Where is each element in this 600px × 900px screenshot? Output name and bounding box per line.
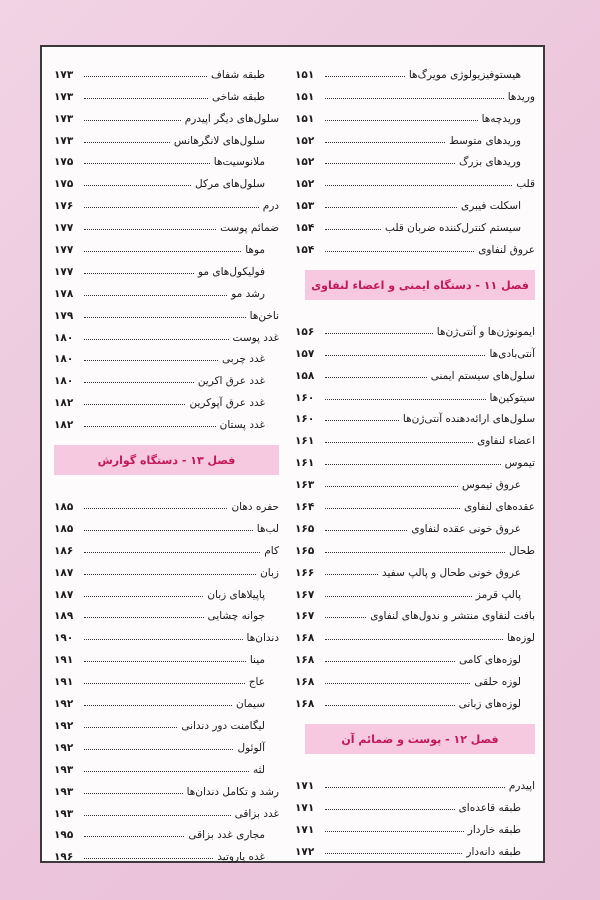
dot-leader xyxy=(84,727,177,728)
left-column xyxy=(54,59,279,863)
toc-entry xyxy=(54,234,279,256)
dot-leader xyxy=(84,317,246,318)
dot-leader xyxy=(325,442,473,443)
toc-entry-page: ۱۶۷ xyxy=(295,588,315,601)
dot-leader xyxy=(325,574,378,575)
toc-entry-title: پاپیلاهای زبان xyxy=(207,588,265,601)
toc-entry-page: ۱۶۵ xyxy=(295,522,315,535)
toc-entry-title: طبقه دانه‌دار xyxy=(466,845,521,858)
right-column xyxy=(295,59,535,858)
dot-leader xyxy=(325,705,455,706)
dot-leader xyxy=(84,426,216,427)
toc-entry-page: ۱۵۱ xyxy=(295,90,315,103)
toc-entry-page: ۱۹۳ xyxy=(54,763,74,776)
toc-entry-title: وریدهای متوسط xyxy=(449,134,521,147)
dot-leader xyxy=(325,639,503,640)
toc-entry xyxy=(295,557,535,579)
toc-entry xyxy=(54,256,279,278)
toc-entry-page: ۱۶۸ xyxy=(295,676,315,689)
dot-leader xyxy=(84,142,170,143)
toc-entry xyxy=(295,688,535,710)
toc-entry-page: ۱۷۱ xyxy=(295,801,315,814)
toc-entry-title: ضمائم پوست xyxy=(220,222,279,235)
toc-entry-page: ۱۸۲ xyxy=(54,397,74,410)
toc-entry-title: عروق لنفاوی xyxy=(478,244,535,257)
toc-entry xyxy=(54,365,279,387)
toc-entry-page: ۱۷۳ xyxy=(54,68,74,81)
toc-entry-title: مجاری غدد بزاقی xyxy=(188,829,265,842)
toc-entry xyxy=(54,81,279,103)
toc-entry-page: ۱۶۰ xyxy=(295,391,315,404)
dot-leader xyxy=(84,185,191,186)
toc-entry-title: غدد عرق اکرین xyxy=(197,375,265,388)
dot-leader xyxy=(325,486,458,487)
toc-entry-page: ۱۹۲ xyxy=(54,741,74,754)
toc-entry-page: ۱۵۳ xyxy=(295,200,315,213)
toc-entry-title: حفره دهان xyxy=(231,501,279,514)
toc-entry xyxy=(295,338,535,360)
dot-leader xyxy=(84,229,216,230)
toc-entry-page: ۱۶۸ xyxy=(295,654,315,667)
toc-entry-page: ۱۷۲ xyxy=(295,845,315,858)
toc-entry-title: وریدچه‌ها xyxy=(481,112,521,125)
toc-entry-title: وریدهای بزرگ xyxy=(458,156,521,169)
dot-leader xyxy=(84,251,241,252)
toc-entry xyxy=(295,168,535,190)
toc-entry-title: لثه xyxy=(253,763,265,776)
toc-entry-page: ۱۸۹ xyxy=(54,610,74,623)
toc-entry-title: لب‌ها xyxy=(256,522,279,535)
toc-entry-page: ۱۸۰ xyxy=(54,331,74,344)
toc-entry-page: ۱۹۱ xyxy=(54,676,74,689)
toc-entry xyxy=(54,300,279,322)
dot-leader xyxy=(325,120,478,121)
toc-entry-page: ۱۸۷ xyxy=(54,566,74,579)
toc-entry-title: پالپ قرمز xyxy=(475,588,521,601)
toc-entry-page: ۱۸۵ xyxy=(54,501,74,514)
toc-entry xyxy=(54,387,279,409)
dot-leader xyxy=(84,552,260,553)
toc-entry-title: آنتی‌بادی‌ها xyxy=(489,347,535,360)
dot-leader xyxy=(84,98,208,99)
toc-entry xyxy=(295,447,535,469)
dot-leader xyxy=(325,853,462,854)
toc-entry-page: ۱۷۷ xyxy=(54,222,74,235)
dot-leader xyxy=(325,464,501,465)
dot-leader xyxy=(325,787,505,788)
toc-entry xyxy=(54,841,279,863)
toc-entry xyxy=(54,666,279,688)
toc-entry-page: ۱۹۱ xyxy=(54,654,74,667)
dot-leader xyxy=(84,574,256,575)
toc-entry xyxy=(54,344,279,366)
toc-entry-title: هیستوفیزیولوژی مویرگ‌ها xyxy=(408,68,521,81)
toc-entry xyxy=(295,316,535,338)
dot-leader xyxy=(84,120,181,121)
toc-entry-title: عاج xyxy=(248,676,265,689)
toc-entry xyxy=(54,513,279,535)
toc-entry-page: ۱۵۴ xyxy=(295,222,315,235)
toc-entry-title: لوزه‌ها xyxy=(507,632,535,645)
toc-entry-page: ۱۷۱ xyxy=(295,823,315,836)
dot-leader xyxy=(84,207,259,208)
toc-entry-title: جوانه چشایی xyxy=(207,610,265,623)
toc-entry xyxy=(295,59,535,81)
toc-entry-title: طبقه قاعده‌ای xyxy=(458,801,521,814)
toc-entry xyxy=(295,579,535,601)
toc-entry-title: آلوئول xyxy=(237,741,265,754)
toc-entry xyxy=(295,147,535,169)
toc-entry-title: قلب xyxy=(516,178,535,191)
dot-leader xyxy=(84,858,213,859)
toc-entry-title: ملانوسیت‌ها xyxy=(213,156,265,169)
dot-leader xyxy=(325,530,407,531)
toc-entry-page: ۱۷۳ xyxy=(54,112,74,125)
dot-leader xyxy=(84,793,183,794)
toc-entry-page: ۱۹۲ xyxy=(54,698,74,711)
dot-leader xyxy=(84,273,194,274)
toc-entry xyxy=(54,59,279,81)
toc-entry xyxy=(295,212,535,234)
toc-entry-page: ۱۸۷ xyxy=(54,588,74,601)
dot-leader xyxy=(84,749,233,750)
dot-leader xyxy=(325,142,445,143)
toc-entry-page: ۱۷۳ xyxy=(54,134,74,147)
toc-entry xyxy=(295,81,535,103)
toc-entry-title: طبقه شاخی xyxy=(211,90,265,103)
dot-leader xyxy=(325,207,457,208)
toc-entry-page: ۱۹۵ xyxy=(54,829,74,842)
toc-entry-title: رشد و تکامل دندان‌ها xyxy=(186,785,279,798)
toc-entry xyxy=(54,688,279,710)
toc-entry-page: ۱۸۲ xyxy=(54,419,74,432)
dot-leader xyxy=(84,836,184,837)
chapter-12-heading: فصل ۱۲ - پوست و ضمائم آن xyxy=(305,724,535,754)
dot-leader xyxy=(325,76,405,77)
toc-entry xyxy=(295,622,535,644)
toc-entry-title: سلول‌های دیگر اپیدرم xyxy=(184,112,279,125)
toc-entry xyxy=(54,754,279,776)
toc-entry-title: سیتوکین‌ها xyxy=(489,391,535,404)
toc-entry-page: ۱۸۰ xyxy=(54,353,74,366)
dot-leader xyxy=(325,251,474,252)
toc-entry xyxy=(295,190,535,212)
dot-leader xyxy=(84,508,227,509)
toc-entry-page: ۱۷۶ xyxy=(54,200,74,213)
toc-entry-title: وریدها xyxy=(507,90,535,103)
toc-entry-page: ۱۶۰ xyxy=(295,413,315,426)
toc-entry-title: سیمان xyxy=(236,698,265,711)
dot-leader xyxy=(84,815,231,816)
toc-entry-title: سلول‌های مرکل xyxy=(195,178,265,191)
toc-entry-page: ۱۸۶ xyxy=(54,544,74,557)
toc-entry-title: عروق خونی طحال و پالپ سفید xyxy=(381,566,521,579)
toc-entry-page: ۱۵۲ xyxy=(295,156,315,169)
toc-entry xyxy=(295,601,535,623)
toc-entry xyxy=(54,732,279,754)
toc-entry-title: اپیدرم xyxy=(508,779,535,792)
toc-entry-title: لوزه‌های کامی xyxy=(458,654,521,667)
toc-entry-title: بافت لنفاوی منتشر و ندول‌های لنفاوی xyxy=(370,610,535,623)
dot-leader xyxy=(84,163,210,164)
toc-entry xyxy=(295,469,535,491)
toc-entry-page: ۱۷۳ xyxy=(54,90,74,103)
toc-entry-page: ۱۷۵ xyxy=(54,156,74,169)
dot-leader xyxy=(325,355,485,356)
toc-entry-title: سلول‌های سیستم ایمنی xyxy=(430,369,535,382)
dot-leader xyxy=(325,98,504,99)
toc-entry xyxy=(295,491,535,513)
dot-leader xyxy=(84,771,249,772)
toc-entry-page: ۱۷۹ xyxy=(54,309,74,322)
toc-entry-page: ۱۷۵ xyxy=(54,178,74,191)
toc-entry-page: ۱۹۰ xyxy=(54,632,74,645)
toc-entry xyxy=(295,382,535,404)
dot-leader xyxy=(84,76,207,77)
toc-entry xyxy=(54,491,279,513)
toc-entry xyxy=(295,836,535,858)
toc-entry-page: ۱۷۱ xyxy=(295,779,315,792)
dot-leader xyxy=(84,705,232,706)
toc-entry-title: رشد مو xyxy=(231,287,265,300)
dot-leader xyxy=(325,185,512,186)
toc-entry xyxy=(54,125,279,147)
toc-entry-title: لوزه‌های زبانی xyxy=(458,698,521,711)
toc-entry xyxy=(295,644,535,666)
toc-entry xyxy=(295,125,535,147)
toc-entry-page: ۱۵۸ xyxy=(295,369,315,382)
dot-leader xyxy=(325,333,433,334)
toc-entry xyxy=(295,770,535,792)
toc-entry-title: لوزه حلقی xyxy=(474,676,521,689)
dot-leader xyxy=(325,508,460,509)
toc-entry xyxy=(295,535,535,557)
toc-entry-title: عروق تیموس xyxy=(461,479,521,492)
toc-entry-page: ۱۶۷ xyxy=(295,610,315,623)
toc-entry xyxy=(54,557,279,579)
toc-entry-page: ۱۶۸ xyxy=(295,632,315,645)
toc-entry xyxy=(54,776,279,798)
toc-entry xyxy=(54,798,279,820)
toc-entry-page: ۱۸۵ xyxy=(54,522,74,535)
toc-entry-title: غدد پستان xyxy=(219,419,265,432)
toc-entry-title: تیموس xyxy=(504,457,535,470)
toc-entry-title: غدد عرق آپوکرین xyxy=(189,397,265,410)
dot-leader xyxy=(325,163,455,164)
toc-entry-page: ۱۶۴ xyxy=(295,501,315,514)
toc-entry-page: ۱۹۳ xyxy=(54,807,74,820)
dot-leader xyxy=(84,617,204,618)
dot-leader xyxy=(84,360,218,361)
toc-entry-title: طحال xyxy=(509,544,535,557)
toc-entry xyxy=(295,792,535,814)
toc-entry-page: ۱۵۲ xyxy=(295,134,315,147)
toc-entry xyxy=(54,168,279,190)
toc-entry xyxy=(295,360,535,382)
toc-entry-page: ۱۸۰ xyxy=(54,375,74,388)
dot-leader xyxy=(84,382,194,383)
toc-entry xyxy=(54,190,279,212)
toc-entry-page: ۱۵۷ xyxy=(295,347,315,360)
toc-entry-page: ۱۹۳ xyxy=(54,785,74,798)
toc-entry-title: عقده‌های لنفاوی xyxy=(463,501,535,514)
toc-entry xyxy=(295,814,535,836)
toc-entry xyxy=(54,409,279,431)
toc-entry-page: ۱۵۴ xyxy=(295,244,315,257)
toc-entry-title: اسکلت فیبری xyxy=(460,200,521,213)
dot-leader xyxy=(84,530,253,531)
dot-leader xyxy=(84,683,245,684)
toc-entry-title: غدد بزاقی xyxy=(234,807,279,820)
toc-entry-page: ۱۵۱ xyxy=(295,112,315,125)
dot-leader xyxy=(325,809,455,810)
toc-entry xyxy=(54,622,279,644)
toc-entry-title: موها xyxy=(245,244,265,257)
toc-entry-title: سلول‌های لانگرهانس xyxy=(173,134,265,147)
toc-entry-page: ۱۶۸ xyxy=(295,698,315,711)
toc-entry-title: سلول‌های ارائه‌دهنده آنتی‌ژن‌ها xyxy=(402,413,535,426)
toc-entry-title: ناخن‌ها xyxy=(249,309,279,322)
chapter-11-heading: فصل ۱۱ - دستگاه ایمنی و اعضاء لنفاوی xyxy=(305,270,535,300)
dot-leader xyxy=(325,552,505,553)
dot-leader xyxy=(84,404,185,405)
toc-entry-title: غدد پوست xyxy=(232,331,279,344)
toc-page-frame xyxy=(40,45,545,863)
toc-entry-title: دندان‌ها xyxy=(246,632,279,645)
toc-entry-title: زبان xyxy=(260,566,279,579)
dot-leader xyxy=(325,831,464,832)
toc-entry-title: غدد چربی xyxy=(222,353,265,366)
toc-entry xyxy=(295,666,535,688)
toc-entry xyxy=(295,425,535,447)
dot-leader xyxy=(325,661,455,662)
toc-entry xyxy=(295,234,535,256)
toc-entry-title: درم xyxy=(262,200,279,213)
toc-entry xyxy=(54,601,279,623)
toc-entry xyxy=(54,322,279,344)
toc-entry-title: مینا xyxy=(249,654,265,667)
toc-entry-page: ۱۹۲ xyxy=(54,719,74,732)
toc-entry-page: ۱۶۱ xyxy=(295,435,315,448)
toc-entry-title: فولیکول‌های مو xyxy=(197,265,265,278)
toc-entry xyxy=(54,103,279,125)
toc-entry xyxy=(54,579,279,601)
toc-entry-page: ۱۶۵ xyxy=(295,544,315,557)
toc-entry xyxy=(295,103,535,125)
dot-leader xyxy=(325,377,427,378)
toc-entry-title: لیگامنت دور دندانی xyxy=(181,719,265,732)
dot-leader xyxy=(325,617,366,618)
toc-entry-page: ۱۵۲ xyxy=(295,178,315,191)
toc-entry xyxy=(54,535,279,557)
dot-leader xyxy=(325,420,399,421)
toc-entry-title: غده پاروتید xyxy=(217,851,265,864)
toc-entry-page: ۱۵۱ xyxy=(295,68,315,81)
toc-entry xyxy=(54,212,279,234)
toc-entry-page: ۱۹۶ xyxy=(54,851,74,864)
toc-entry-title: سیستم کنترل‌کننده ضربان قلب xyxy=(385,222,521,235)
toc-entry-page: ۱۶۱ xyxy=(295,457,315,470)
chapter-13-heading: فصل ۱۳ - دستگاه گوارش xyxy=(54,445,279,475)
toc-entry-page: ۱۷۷ xyxy=(54,244,74,257)
toc-entry-page: ۱۵۶ xyxy=(295,325,315,338)
dot-leader xyxy=(325,229,381,230)
toc-entry-title: اعضاء لنفاوی xyxy=(477,435,535,448)
toc-entry-title: طبقه شفاف xyxy=(211,68,265,81)
toc-entry-page: ۱۷۷ xyxy=(54,265,74,278)
toc-entry xyxy=(54,278,279,300)
toc-entry xyxy=(54,147,279,169)
toc-entry-page: ۱۶۶ xyxy=(295,566,315,579)
dot-leader xyxy=(84,339,229,340)
toc-entry-title: طبقه خاردار xyxy=(467,823,521,836)
toc-entry-title: ایمونوژن‌ها و آنتی‌ژن‌ها xyxy=(436,325,535,338)
toc-entry xyxy=(54,644,279,666)
dot-leader xyxy=(84,295,227,296)
dot-leader xyxy=(325,683,470,684)
dot-leader xyxy=(84,639,243,640)
toc-entry xyxy=(295,513,535,535)
toc-entry-title: عروق خونی عقده لنفاوی xyxy=(411,522,521,535)
dot-leader xyxy=(325,399,486,400)
toc-entry xyxy=(54,710,279,732)
toc-entry xyxy=(54,820,279,842)
toc-entry-page: ۱۷۸ xyxy=(54,287,74,300)
toc-entry-page: ۱۶۳ xyxy=(295,479,315,492)
toc-entry xyxy=(295,404,535,426)
dot-leader xyxy=(84,661,246,662)
toc-entry-title: کام xyxy=(264,544,279,557)
dot-leader xyxy=(84,596,203,597)
dot-leader xyxy=(325,596,472,597)
